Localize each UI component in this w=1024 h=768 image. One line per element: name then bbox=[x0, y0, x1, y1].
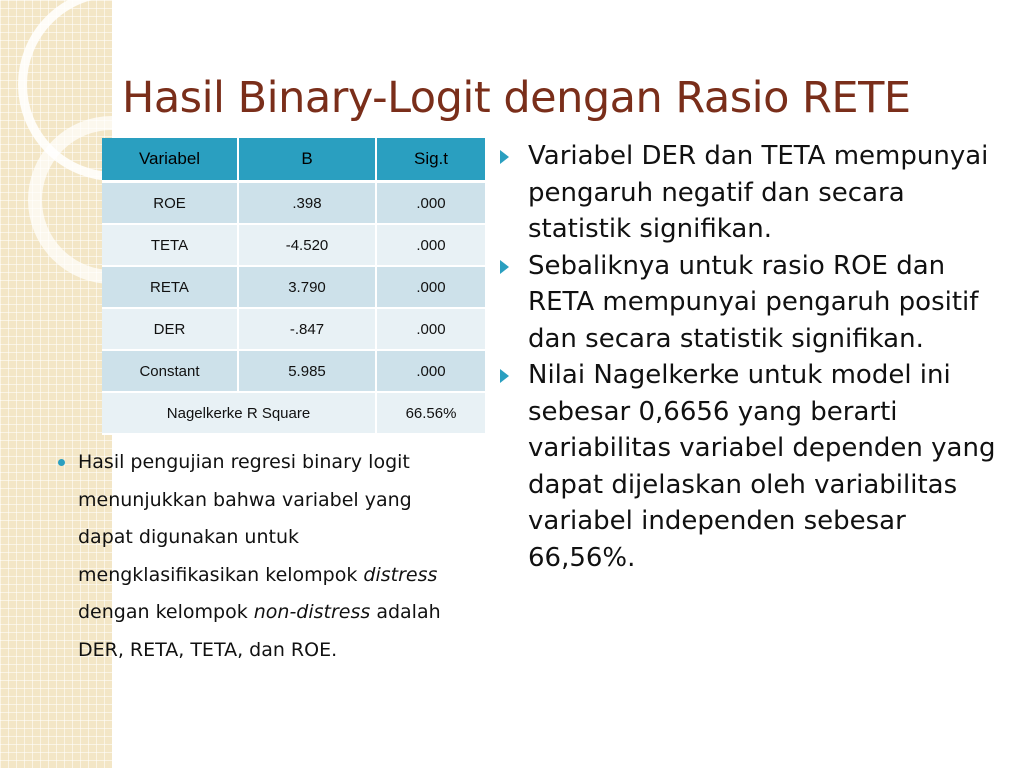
arrow-bullet-icon bbox=[500, 369, 509, 383]
list-item bbox=[494, 357, 1004, 576]
conclusion-text bbox=[78, 444, 458, 669]
table-row bbox=[102, 308, 486, 350]
table-cell: -.847 bbox=[238, 308, 376, 350]
text-segment: Hasil pengujian regresi binary logit menunjukkan bahwa variabel yang dapat digunakan untuk mengklasifikasikan kelompok bbox=[78, 451, 412, 586]
table-header-cell: B bbox=[238, 138, 376, 182]
slide-title: Hasil Binary-Logit dengan Rasio RETE bbox=[122, 73, 911, 123]
table-footer-row bbox=[102, 392, 486, 434]
conclusion-bullet bbox=[58, 444, 458, 669]
table-header-cell: Variabel bbox=[102, 138, 238, 182]
table-cell: -4.520 bbox=[238, 224, 376, 266]
table-row bbox=[102, 350, 486, 392]
list-item-text: Sebaliknya untuk rasio ROE dan RETA mempunyai pengaruh positif dan secara statistik signifikan. bbox=[528, 250, 979, 354]
findings-list bbox=[494, 138, 1004, 576]
table-cell: TETA bbox=[102, 224, 238, 266]
list-item bbox=[494, 248, 1004, 358]
arrow-bullet-icon bbox=[500, 150, 509, 164]
nagelkerke-label: Nagelkerke R Square bbox=[102, 392, 376, 434]
table-cell: DER bbox=[102, 308, 238, 350]
table-header-cell: Sig.t bbox=[376, 138, 486, 182]
nagelkerke-value: 66.56% bbox=[376, 392, 486, 434]
table-cell: .000 bbox=[376, 182, 486, 225]
table-cell: .000 bbox=[376, 266, 486, 308]
bullet-dot-icon bbox=[58, 459, 65, 466]
table-cell: RETA bbox=[102, 266, 238, 308]
table-cell: .398 bbox=[238, 182, 376, 225]
table-cell: .000 bbox=[376, 308, 486, 350]
text-segment-italic: non-distress bbox=[253, 601, 371, 623]
text-segment-italic: distress bbox=[363, 563, 438, 586]
table-cell: 3.790 bbox=[238, 266, 376, 308]
arrow-bullet-icon bbox=[500, 260, 509, 274]
table-row bbox=[102, 266, 486, 308]
regression-results-table bbox=[102, 138, 487, 435]
list-item-text: Variabel DER dan TETA mempunyai pengaruh negatif dan secara statistik signifikan. bbox=[528, 141, 989, 244]
table-header-row bbox=[102, 138, 486, 182]
table-cell: .000 bbox=[376, 224, 486, 266]
table-row bbox=[102, 182, 486, 225]
list-item bbox=[494, 138, 1004, 248]
table-cell: 5.985 bbox=[238, 350, 376, 392]
text-segment: adalah DER, RETA, TETA, dan ROE. bbox=[78, 601, 441, 661]
table-cell: .000 bbox=[376, 350, 486, 392]
table-cell: ROE bbox=[102, 182, 238, 225]
table-cell: Constant bbox=[102, 350, 238, 392]
list-item-text: Nilai Nagelkerke untuk model ini sebesar 0,6656 yang berarti variabilitas variabel dependen yang dapat dijelaskan oleh variabilitas variabel independen sebesar 66,56%. bbox=[528, 360, 996, 573]
table-row bbox=[102, 224, 486, 266]
text-segment: dengan kelompok bbox=[78, 601, 254, 623]
